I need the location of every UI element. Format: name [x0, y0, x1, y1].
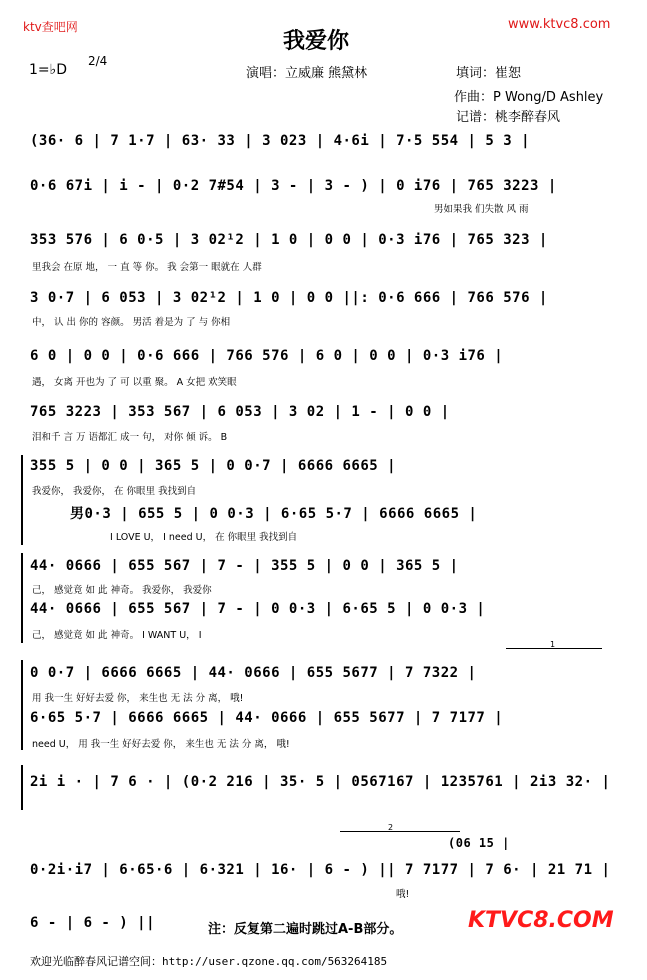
lyric-row: 遇， 女离 开也为 了 可 以重 聚。 A 女把 欢笑眼	[32, 377, 237, 388]
score-row: 6·65 5·7 | 6666 6665 | 44· 0666 | 655 5677 | 7 7177 |	[30, 710, 504, 726]
system-brace	[21, 553, 26, 643]
site-logo: ktv查吧网	[23, 20, 78, 34]
footer-link[interactable]: 欢迎光临醉春风记谱空间：http://user.qzone.qq.com/563264185	[30, 955, 388, 968]
score-row: 0·2i·i7 | 6·65·6 | 6·321 | 16· | 6 - ) || 7 7177 | 7 6· | 21 71 |	[30, 862, 611, 878]
lyric-row: 我爱你， 我爱你， 在 你眼里 我找到自	[32, 486, 197, 497]
score-row: 2i i · | 7 6 · | (0·2 216 | 35· 5 | 0567167 | 1235761 | 2i3 32· |	[30, 774, 611, 790]
watermark-logo: KTVC8.COM	[468, 908, 614, 933]
lyric-row: 中， 认 出 你的 容颜。 男活 着是为 了 与 你相	[32, 317, 231, 328]
volta-extra: (06 15 |	[448, 836, 510, 850]
performers: 演唱：立威廉 熊黛林	[246, 66, 368, 81]
system-brace	[21, 765, 26, 810]
score-row: 353 576 | 6 0·5 | 3 02¹2 | 1 0 | 0 0 | 0·3 i76 | 765 323 |	[30, 232, 548, 248]
transcriber: 记谱：桃李醉春风	[456, 110, 561, 125]
lyric-row: 泪和千 言 万 语都汇 成一 句， 对你 倾 诉。 B	[32, 432, 228, 443]
lyric-row: 己， 感觉竟 如 此 神奇。 I WANT U， I	[32, 630, 202, 641]
score-row: 0·6 67i | i - | 0·2 7#54 | 3 - | 3 - ) | 0 i76 | 765 3223 |	[30, 178, 557, 194]
volta-label-1: 1	[550, 640, 556, 649]
score-row: 6 0 | 0 0 | 0·6 666 | 766 576 | 6 0 | 0 0 | 0·3 i76 |	[30, 348, 504, 364]
score-row: 男0·3 | 655 5 | 0 0·3 | 6·65 5·7 | 6666 6665 |	[70, 506, 478, 522]
system-brace	[21, 660, 26, 750]
site-url[interactable]: www.ktvc8.com	[508, 17, 611, 32]
lyricist: 填词：崔恕	[456, 66, 522, 81]
score-row: 3 0·7 | 6 053 | 3 02¹2 | 1 0 | 0 0 ||: 0·6 666 | 766 576 |	[30, 290, 548, 306]
score-row: 44· 0666 | 655 567 | 7 - | 355 5 | 0 0 | 365 5 |	[30, 558, 459, 574]
footnote: 注：反复第二遍时跳过A-B部分。	[208, 922, 403, 937]
score-row: 765 3223 | 353 567 | 6 053 | 3 02 | 1 - | 0 0 |	[30, 404, 450, 420]
system-brace	[21, 455, 26, 545]
song-title: 我爱你	[283, 28, 350, 54]
composer: 作曲：P Wong/D Ashley	[454, 90, 604, 105]
score-row: 355 5 | 0 0 | 365 5 | 0 0·7 | 6666 6665 |	[30, 458, 397, 474]
volta-bracket-2	[340, 831, 460, 832]
lyric-row: need U， 用 我一生 好好去爱 你， 来生也 无 法 分 离， 哦!	[32, 739, 290, 750]
key-signature: 1=♭D	[29, 62, 68, 78]
lyric-row: I LOVE U， I need U， 在 你眼里 我找到自	[110, 532, 298, 543]
time-signature: 2/4	[88, 54, 108, 68]
lyric-row: 里我会 在原 地， 一 直 等 你。 我 会第一 眼就在 人群	[32, 262, 262, 273]
lyric-row: 用 我一生 好好去爱 你， 来生也 无 法 分 离， 哦!	[32, 693, 244, 704]
score-row: 0 0·7 | 6666 6665 | 44· 0666 | 655 5677 | 7 7322 |	[30, 665, 477, 681]
score-row: 44· 0666 | 655 567 | 7 - | 0 0·3 | 6·65 5 | 0 0·3 |	[30, 601, 486, 617]
score-row: (36· 6 | 7 1·7 | 63· 33 | 3 023 | 4·6i | 7·5 554 | 5 3 |	[30, 133, 531, 149]
lyric-row: 男如果我 们失散 风 雨	[434, 204, 529, 215]
score-row: 6 - | 6 - ) ||	[30, 915, 156, 931]
lyric-row: 哦!	[396, 889, 410, 900]
volta-label-2: 2	[388, 823, 394, 832]
lyric-row: 己， 感觉竟 如 此 神奇。 我爱你， 我爱你	[32, 585, 212, 596]
